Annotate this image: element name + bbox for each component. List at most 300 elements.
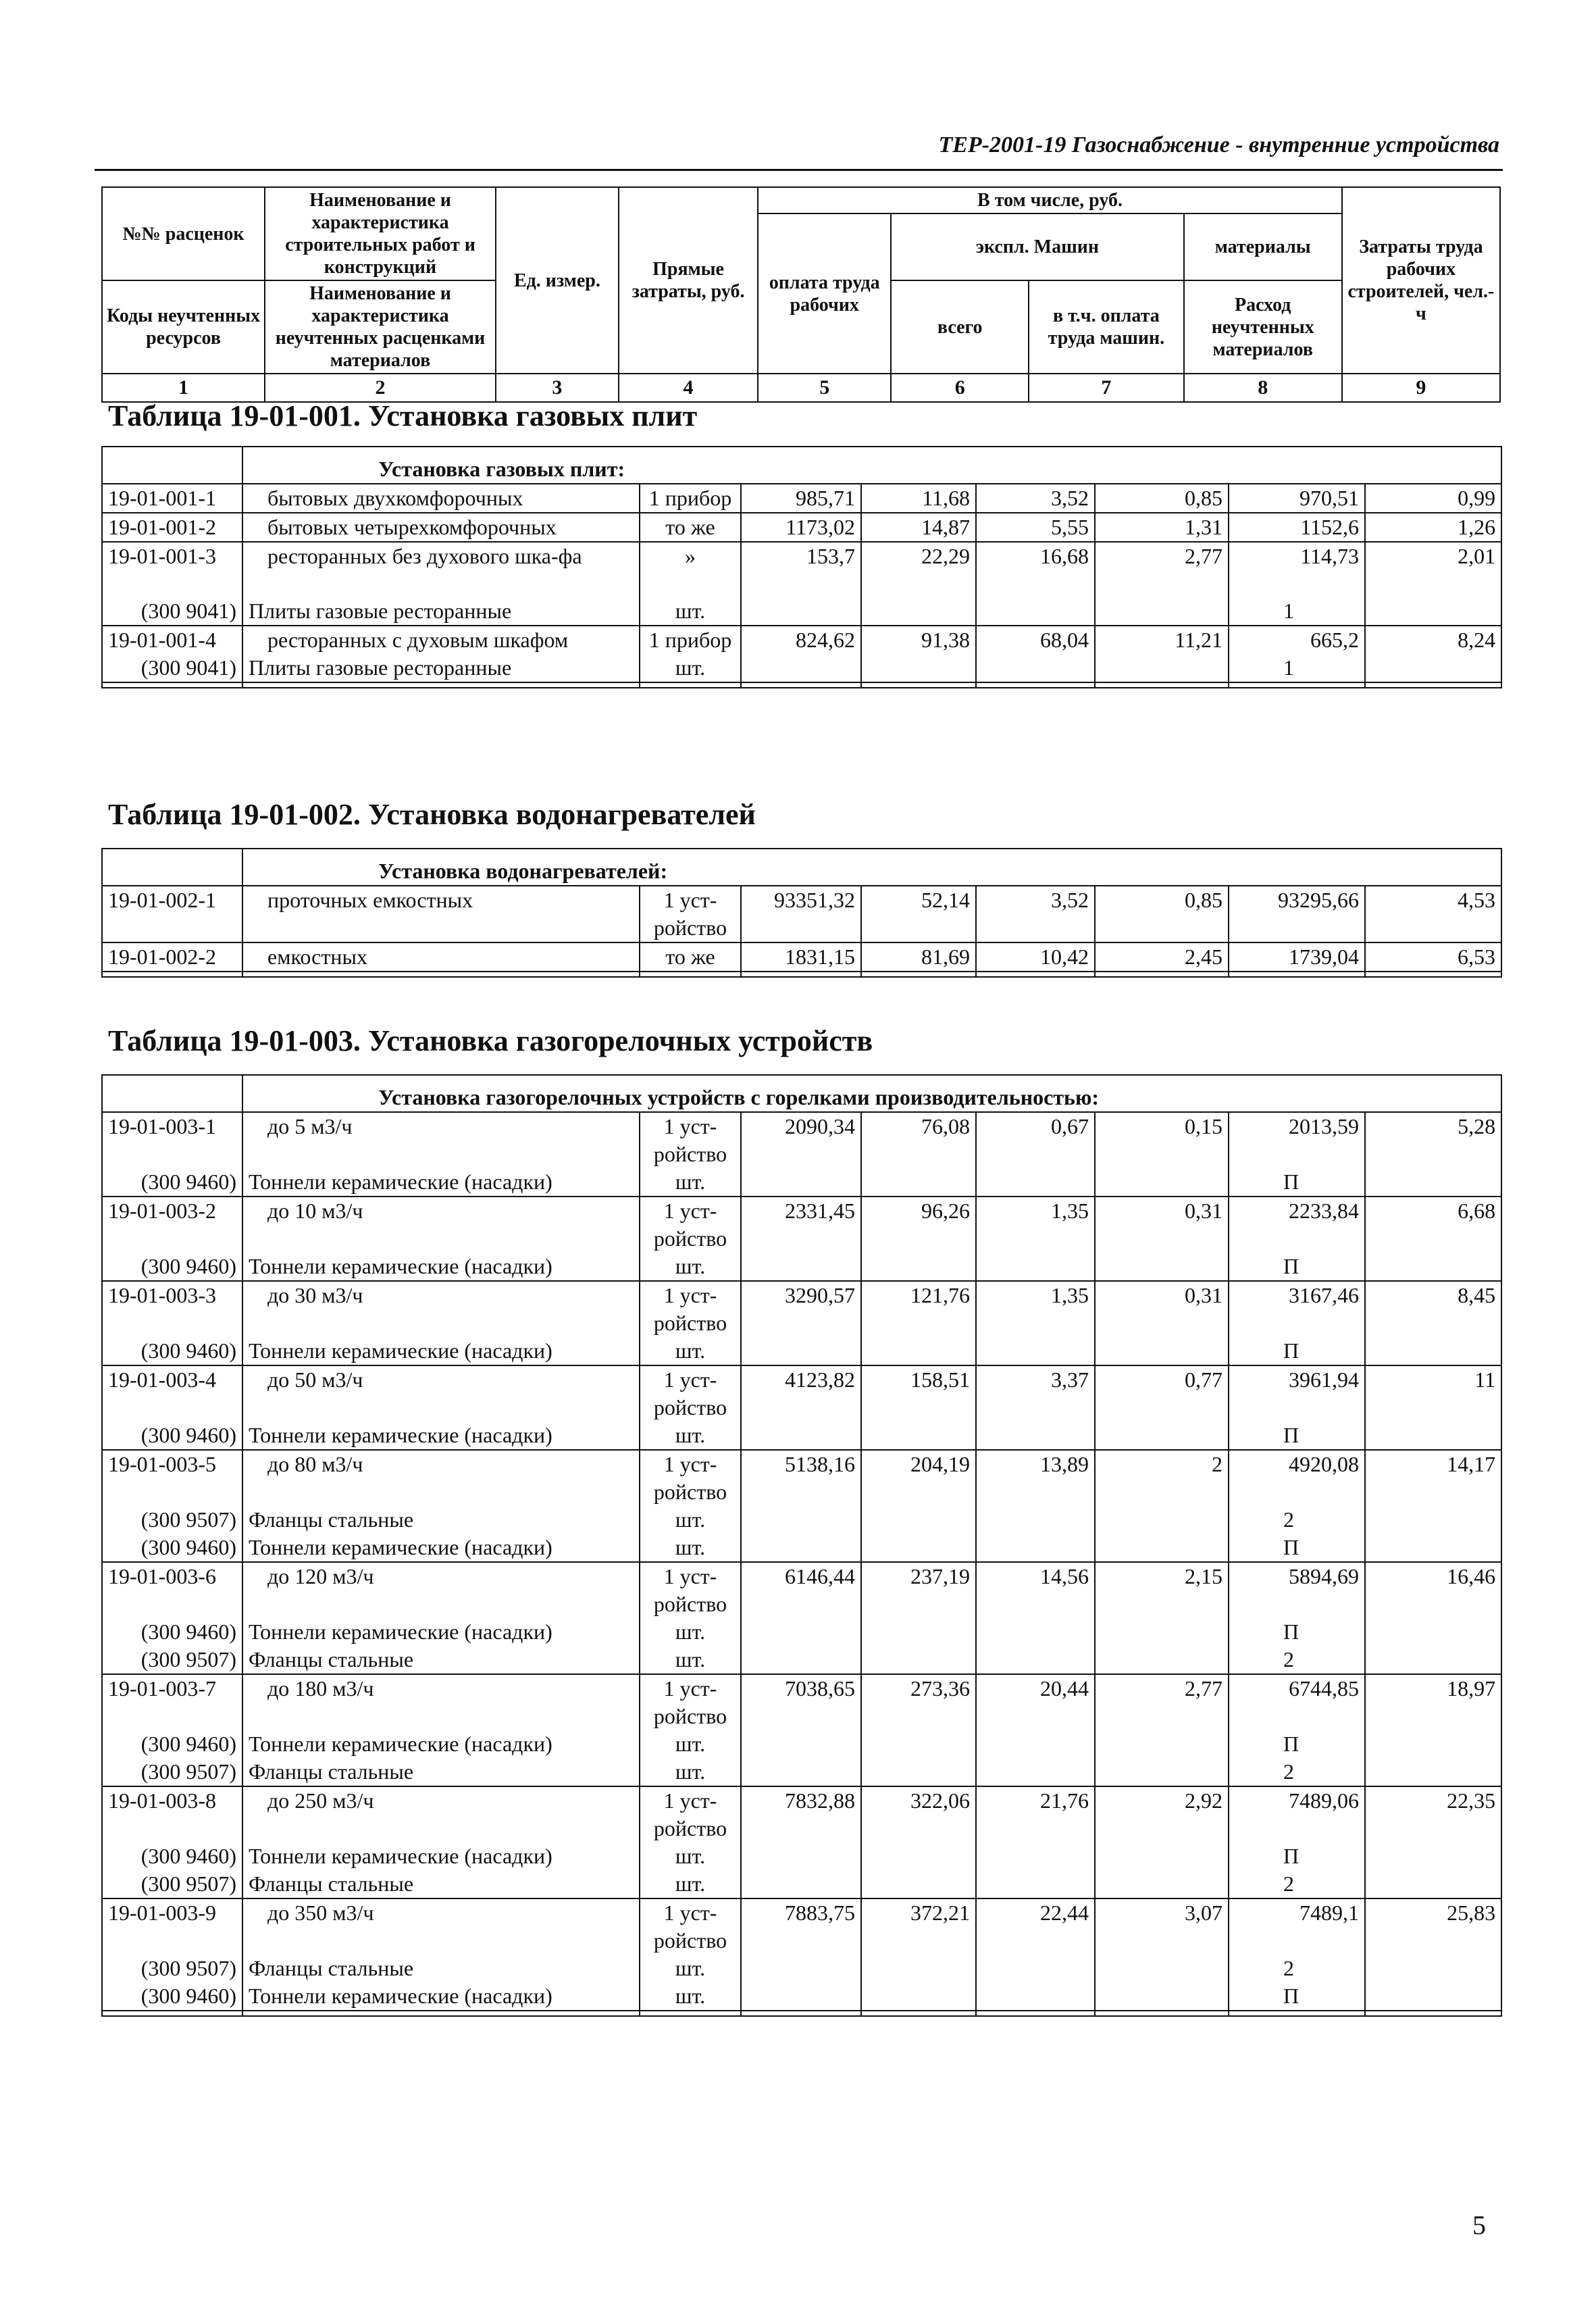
rate-code: 19-01-003-5 — [102, 1450, 242, 1506]
machinist-pay: 2,92 — [1095, 1786, 1229, 1842]
materials: 1739,04 — [1229, 942, 1365, 972]
resource-name: Тоннели керамические (насадки) — [242, 1168, 640, 1197]
resource-code: (300 9507) — [102, 1870, 242, 1898]
resource-code: (300 9460) — [102, 1337, 242, 1365]
empty-cell — [1365, 654, 1501, 682]
materials: 93295,66 — [1229, 886, 1365, 942]
section-cell-code — [102, 447, 242, 484]
empty-cell — [1095, 1870, 1229, 1898]
empty-cell — [976, 1618, 1095, 1646]
resource-name: Тоннели керамические (насадки) — [242, 1337, 640, 1365]
unit: 1 уст-ройство — [640, 1112, 741, 1168]
resource-name: Тоннели керамические (насадки) — [242, 1422, 640, 1450]
hdr-operation: экспл. Машин — [891, 213, 1183, 280]
empty-cell — [741, 1870, 861, 1898]
empty-cell — [102, 972, 242, 977]
machinist-pay: 0,15 — [1095, 1112, 1229, 1168]
resource-name: Фланцы стальные — [242, 1758, 640, 1786]
resource-row — [102, 1955, 1501, 1982]
resource-unit: шт. — [640, 1168, 741, 1197]
empty-cell — [1095, 2011, 1229, 2016]
rate-code: 19-01-002-2 — [102, 942, 242, 972]
empty-cell — [861, 682, 976, 688]
empty-cell — [1229, 972, 1365, 977]
work-name: до 10 м3/ч — [242, 1197, 640, 1253]
empty-cell — [1365, 1337, 1501, 1365]
empty-cell — [861, 1955, 976, 1982]
empty-cell — [1365, 1253, 1501, 1281]
resource-unit: шт. — [640, 597, 741, 626]
table-row — [102, 1365, 1501, 1422]
section-title: Установка водонагревателей: — [242, 849, 1501, 886]
labor-costs: 25,83 — [1365, 1898, 1501, 1955]
work-name: до 80 м3/ч — [242, 1450, 640, 1506]
materials: 6744,85 — [1229, 1674, 1365, 1730]
empty-cell — [861, 1618, 976, 1646]
resource-unit: шт. — [640, 1646, 741, 1674]
unit: 1 уст-ройство — [640, 1786, 741, 1842]
resource-row — [102, 1337, 1501, 1365]
machine-total: 22,44 — [976, 1898, 1095, 1955]
labor-pay: 76,08 — [861, 1112, 976, 1168]
unit: то же — [640, 942, 741, 972]
labor-costs: 8,45 — [1365, 1281, 1501, 1337]
labor-pay: 81,69 — [861, 942, 976, 972]
empty-cell — [1095, 1534, 1229, 1562]
spacer-row — [102, 972, 1501, 977]
work-name: ресторанных с духовым шкафом — [242, 626, 640, 654]
empty-cell — [1365, 1618, 1501, 1646]
direct-costs: 3290,57 — [741, 1281, 861, 1337]
labor-pay: 22,29 — [861, 542, 976, 597]
materials: 970,51 — [1229, 484, 1365, 513]
labor-pay: 121,76 — [861, 1281, 976, 1337]
resource-row — [102, 1506, 1501, 1534]
empty-cell — [1095, 597, 1229, 626]
table-row — [102, 1197, 1501, 1253]
direct-costs: 5138,16 — [741, 1450, 861, 1506]
hdr-machinist: в т.ч. оплата труда машин. — [1029, 280, 1183, 374]
rate-code: 19-01-003-7 — [102, 1674, 242, 1730]
resource-row — [102, 1534, 1501, 1562]
resource-unit: шт. — [640, 654, 741, 682]
unit: то же — [640, 513, 741, 542]
resource-qty: 2 — [1229, 1646, 1365, 1674]
work-name: до 350 м3/ч — [242, 1898, 640, 1955]
direct-costs: 7832,88 — [741, 1786, 861, 1842]
resource-row — [102, 1982, 1501, 2011]
resource-qty: 1 — [1229, 654, 1365, 682]
spacer-row — [102, 2011, 1501, 2016]
labor-costs: 6,53 — [1365, 942, 1501, 972]
resource-qty: П — [1229, 1422, 1365, 1450]
resource-name: Плиты газовые ресторанные — [242, 654, 640, 682]
machinist-pay: 3,07 — [1095, 1898, 1229, 1955]
resource-qty: П — [1229, 1337, 1365, 1365]
rate-code: 19-01-003-9 — [102, 1898, 242, 1955]
direct-costs: 7883,75 — [741, 1898, 861, 1955]
empty-cell — [861, 597, 976, 626]
empty-cell — [861, 1870, 976, 1898]
rate-code: 19-01-003-6 — [102, 1562, 242, 1618]
labor-pay: 158,51 — [861, 1365, 976, 1422]
resource-row — [102, 1730, 1501, 1758]
empty-cell — [976, 1422, 1095, 1450]
empty-cell — [1365, 1534, 1501, 1562]
hdr-name-bottom: Наименование и характеристика неучтенных расценками материалов — [265, 280, 496, 374]
resource-row — [102, 597, 1501, 626]
table-row — [102, 1562, 1501, 1618]
empty-cell — [1365, 1422, 1501, 1450]
empty-cell — [1365, 597, 1501, 626]
rate-code: 19-01-003-4 — [102, 1365, 242, 1422]
empty-cell — [741, 1842, 861, 1870]
materials: 2013,59 — [1229, 1112, 1365, 1168]
empty-cell — [741, 1618, 861, 1646]
resource-unit: шт. — [640, 1982, 741, 2011]
table-row — [102, 1281, 1501, 1337]
col-num: 9 — [1342, 374, 1500, 402]
labor-costs: 16,46 — [1365, 1562, 1501, 1618]
resource-unit: шт. — [640, 1337, 741, 1365]
resource-row — [102, 654, 1501, 682]
resource-code: (300 9460) — [102, 1730, 242, 1758]
empty-cell — [1365, 1168, 1501, 1197]
empty-cell — [1229, 682, 1365, 688]
resource-row — [102, 1842, 1501, 1870]
section-title: Установка газогорелочных устройств с горелками производительностью: — [242, 1075, 1501, 1112]
labor-costs: 11 — [1365, 1365, 1501, 1422]
materials: 4920,08 — [1229, 1450, 1365, 1506]
hdr-unaccounted: Расход неучтенных материалов — [1184, 280, 1342, 374]
empty-cell — [242, 2011, 640, 2016]
empty-cell — [976, 1982, 1095, 2011]
table-row — [102, 513, 1501, 542]
table-row — [102, 1786, 1501, 1842]
spacer-row — [102, 682, 1501, 688]
hdr-total: всего — [891, 280, 1029, 374]
empty-cell — [640, 682, 741, 688]
resource-unit: шт. — [640, 1618, 741, 1646]
empty-cell — [861, 1534, 976, 1562]
resource-qty: 2 — [1229, 1870, 1365, 1898]
empty-cell — [1095, 1758, 1229, 1786]
page-number: 5 — [1472, 2210, 1486, 2240]
table-row — [102, 1898, 1501, 1955]
machine-total: 3,37 — [976, 1365, 1095, 1422]
hdr-code-top: №№ расценок — [102, 187, 265, 280]
resource-code: (300 9460) — [102, 1253, 242, 1281]
empty-cell — [1229, 2011, 1365, 2016]
resource-row — [102, 1870, 1501, 1898]
empty-cell — [976, 1337, 1095, 1365]
machinist-pay: 2 — [1095, 1450, 1229, 1506]
labor-pay: 204,19 — [861, 1450, 976, 1506]
empty-cell — [976, 1870, 1095, 1898]
rate-code: 19-01-003-1 — [102, 1112, 242, 1168]
resource-code: (300 9507) — [102, 1955, 242, 1982]
empty-cell — [861, 1168, 976, 1197]
resource-unit: шт. — [640, 1534, 741, 1562]
resource-name: Тоннели керамические (насадки) — [242, 1534, 640, 1562]
empty-cell — [1095, 1506, 1229, 1534]
unit: 1 прибор — [640, 626, 741, 654]
table2 — [101, 848, 1502, 978]
empty-cell — [1095, 1842, 1229, 1870]
rate-code: 19-01-001-4 — [102, 626, 242, 654]
col-num: 8 — [1184, 374, 1342, 402]
empty-cell — [741, 1422, 861, 1450]
unit: 1 уст-ройство — [640, 1562, 741, 1618]
empty-cell — [976, 1730, 1095, 1758]
resource-qty: П — [1229, 1618, 1365, 1646]
header-rule — [95, 169, 1503, 171]
resource-code: (300 9507) — [102, 1646, 242, 1674]
empty-cell — [741, 1253, 861, 1281]
resource-name: Тоннели керамические (насадки) — [242, 1253, 640, 1281]
empty-cell — [976, 1955, 1095, 1982]
labor-pay: 273,36 — [861, 1674, 976, 1730]
resource-row — [102, 1618, 1501, 1646]
empty-cell — [640, 972, 741, 977]
direct-costs: 2090,34 — [741, 1112, 861, 1168]
machine-total: 5,55 — [976, 513, 1095, 542]
resource-code: (300 9041) — [102, 597, 242, 626]
work-name: бытовых двухкомфорочных — [242, 484, 640, 513]
direct-costs: 985,71 — [741, 484, 861, 513]
materials: 7489,06 — [1229, 1786, 1365, 1842]
materials: 5894,69 — [1229, 1562, 1365, 1618]
empty-cell — [640, 2011, 741, 2016]
resource-qty: 1 — [1229, 597, 1365, 626]
machine-total: 1,35 — [976, 1281, 1095, 1337]
machinist-pay: 11,21 — [1095, 626, 1229, 654]
empty-cell — [976, 682, 1095, 688]
empty-cell — [741, 2011, 861, 2016]
table-row — [102, 1450, 1501, 1506]
empty-cell — [976, 2011, 1095, 2016]
empty-cell — [861, 1730, 976, 1758]
resource-unit: шт. — [640, 1422, 741, 1450]
resource-row — [102, 1758, 1501, 1786]
resource-unit: шт. — [640, 1253, 741, 1281]
unit: » — [640, 542, 741, 597]
resource-unit: шт. — [640, 1842, 741, 1870]
hdr-materials: материалы — [1184, 213, 1342, 280]
hdr-direct: Прямые затраты, руб. — [619, 187, 758, 374]
resource-name: Фланцы стальные — [242, 1646, 640, 1674]
section-cell-code — [102, 1075, 242, 1112]
unit: 1 прибор — [640, 484, 741, 513]
resource-qty: П — [1229, 1982, 1365, 2011]
resource-code: (300 9460) — [102, 1982, 242, 2011]
hdr-unit: Ед. измер. — [496, 187, 619, 374]
unit: 1 уст-ройство — [640, 1898, 741, 1955]
empty-cell — [861, 1506, 976, 1534]
unit: 1 уст-ройство — [640, 1197, 741, 1253]
direct-costs: 1831,15 — [741, 942, 861, 972]
resource-name: Тоннели керамические (насадки) — [242, 1618, 640, 1646]
machinist-pay: 0,31 — [1095, 1197, 1229, 1253]
empty-cell — [1095, 1337, 1229, 1365]
empty-cell — [1095, 682, 1229, 688]
resource-unit: шт. — [640, 1870, 741, 1898]
empty-cell — [976, 654, 1095, 682]
empty-cell — [976, 1534, 1095, 1562]
table-row — [102, 484, 1501, 513]
resource-code: (300 9460) — [102, 1534, 242, 1562]
machinist-pay: 0,85 — [1095, 484, 1229, 513]
machinist-pay: 2,15 — [1095, 1562, 1229, 1618]
resource-code: (300 9460) — [102, 1168, 242, 1197]
work-name: до 250 м3/ч — [242, 1786, 640, 1842]
labor-costs: 14,17 — [1365, 1450, 1501, 1506]
empty-cell — [741, 1168, 861, 1197]
table-row — [102, 1112, 1501, 1168]
empty-cell — [741, 1758, 861, 1786]
machine-total: 0,67 — [976, 1112, 1095, 1168]
empty-cell — [861, 1982, 976, 2011]
materials: 665,2 — [1229, 626, 1365, 654]
hdr-name-top: Наименование и характеристика строительных работ и конструкций — [265, 187, 496, 280]
empty-cell — [861, 1253, 976, 1281]
empty-cell — [861, 1646, 976, 1674]
empty-cell — [1095, 1646, 1229, 1674]
resource-qty: 2 — [1229, 1506, 1365, 1534]
machinist-pay: 2,45 — [1095, 942, 1229, 972]
section-row — [102, 447, 1501, 484]
labor-pay: 372,21 — [861, 1898, 976, 1955]
resource-name: Тоннели керамические (насадки) — [242, 1842, 640, 1870]
work-name: до 50 м3/ч — [242, 1365, 640, 1422]
resource-code: (300 9507) — [102, 1758, 242, 1786]
empty-cell — [1095, 1982, 1229, 2011]
direct-costs: 824,62 — [741, 626, 861, 654]
machine-total: 3,52 — [976, 886, 1095, 942]
empty-cell — [861, 1758, 976, 1786]
direct-costs: 153,7 — [741, 542, 861, 597]
empty-cell — [102, 682, 242, 688]
running-header: ТЕР-2001-19 Газоснабжение - внутренние устройства — [938, 132, 1499, 157]
empty-cell — [741, 654, 861, 682]
unit: 1 уст-ройство — [640, 1450, 741, 1506]
materials: 114,73 — [1229, 542, 1365, 597]
empty-cell — [976, 1506, 1095, 1534]
resource-name: Фланцы стальные — [242, 1870, 640, 1898]
machine-total: 16,68 — [976, 542, 1095, 597]
work-name: проточных емкостных — [242, 886, 640, 942]
work-name: бытовых четырехкомфорочных — [242, 513, 640, 542]
empty-cell — [741, 1646, 861, 1674]
labor-costs: 4,53 — [1365, 886, 1501, 942]
unit: 1 уст-ройство — [640, 1674, 741, 1730]
empty-cell — [1365, 1842, 1501, 1870]
resource-code: (300 9041) — [102, 654, 242, 682]
labor-costs: 2,01 — [1365, 542, 1501, 597]
empty-cell — [242, 682, 640, 688]
hdr-code-bottom: Коды неучтенных ресурсов — [102, 280, 265, 374]
machine-total: 1,35 — [976, 1197, 1095, 1253]
resource-name: Плиты газовые ресторанные — [242, 597, 640, 626]
labor-costs: 6,68 — [1365, 1197, 1501, 1253]
empty-cell — [741, 1534, 861, 1562]
section-title: Установка газовых плит: — [242, 447, 1501, 484]
labor-pay: 11,68 — [861, 484, 976, 513]
machine-total: 3,52 — [976, 484, 1095, 513]
labor-pay: 96,26 — [861, 1197, 976, 1253]
machine-total: 21,76 — [976, 1786, 1095, 1842]
resource-name: Фланцы стальные — [242, 1506, 640, 1534]
labor-costs: 0,99 — [1365, 484, 1501, 513]
resource-name: Тоннели керамические (насадки) — [242, 1730, 640, 1758]
empty-cell — [741, 1955, 861, 1982]
resource-unit: шт. — [640, 1955, 741, 1982]
labor-costs: 18,97 — [1365, 1674, 1501, 1730]
empty-cell — [1095, 654, 1229, 682]
empty-cell — [741, 1982, 861, 2011]
empty-cell — [1365, 1730, 1501, 1758]
resource-unit: шт. — [640, 1506, 741, 1534]
labor-pay: 91,38 — [861, 626, 976, 654]
col-num: 1 — [102, 374, 265, 402]
machinist-pay: 0,31 — [1095, 1281, 1229, 1337]
resource-code: (300 9507) — [102, 1506, 242, 1534]
empty-cell — [1095, 1955, 1229, 1982]
unit: 1 уст-ройство — [640, 1365, 741, 1422]
empty-cell — [1365, 1646, 1501, 1674]
direct-costs: 93351,32 — [741, 886, 861, 942]
section-row — [102, 849, 1501, 886]
col-num: 3 — [496, 374, 619, 402]
table-row — [102, 1674, 1501, 1730]
resource-qty: П — [1229, 1534, 1365, 1562]
empty-cell — [976, 972, 1095, 977]
materials: 7489,1 — [1229, 1898, 1365, 1955]
rate-code: 19-01-003-3 — [102, 1281, 242, 1337]
rate-code: 19-01-003-8 — [102, 1786, 242, 1842]
direct-costs: 6146,44 — [741, 1562, 861, 1618]
empty-cell — [242, 972, 640, 977]
work-name: ресторанных без духового шка-фа — [242, 542, 640, 597]
empty-cell — [1095, 1422, 1229, 1450]
materials: 1152,6 — [1229, 513, 1365, 542]
empty-cell — [861, 972, 976, 977]
unit: 1 уст-ройство — [640, 1281, 741, 1337]
col-num: 5 — [758, 374, 891, 402]
empty-cell — [741, 1730, 861, 1758]
empty-cell — [976, 1646, 1095, 1674]
labor-costs: 8,24 — [1365, 626, 1501, 654]
column-header-table — [101, 186, 1501, 403]
empty-cell — [861, 1337, 976, 1365]
empty-cell — [1365, 1982, 1501, 2011]
empty-cell — [1365, 2011, 1501, 2016]
table1-title: Таблица 19-01-001. Установка газовых плит — [108, 399, 698, 432]
empty-cell — [1365, 682, 1501, 688]
hdr-labor-pay: оплата труда рабочих — [758, 213, 891, 374]
resource-unit: шт. — [640, 1730, 741, 1758]
hdr-including: В том числе, руб. — [758, 187, 1342, 213]
machine-total: 14,56 — [976, 1562, 1095, 1618]
machine-total: 68,04 — [976, 626, 1095, 654]
resource-unit: шт. — [640, 1758, 741, 1786]
resource-name: Тоннели керамические (насадки) — [242, 1982, 640, 2011]
empty-cell — [1095, 1168, 1229, 1197]
labor-pay: 237,19 — [861, 1562, 976, 1618]
empty-cell — [741, 682, 861, 688]
table2-title: Таблица 19-01-002. Установка водонагревателей — [108, 798, 756, 831]
materials: 3167,46 — [1229, 1281, 1365, 1337]
